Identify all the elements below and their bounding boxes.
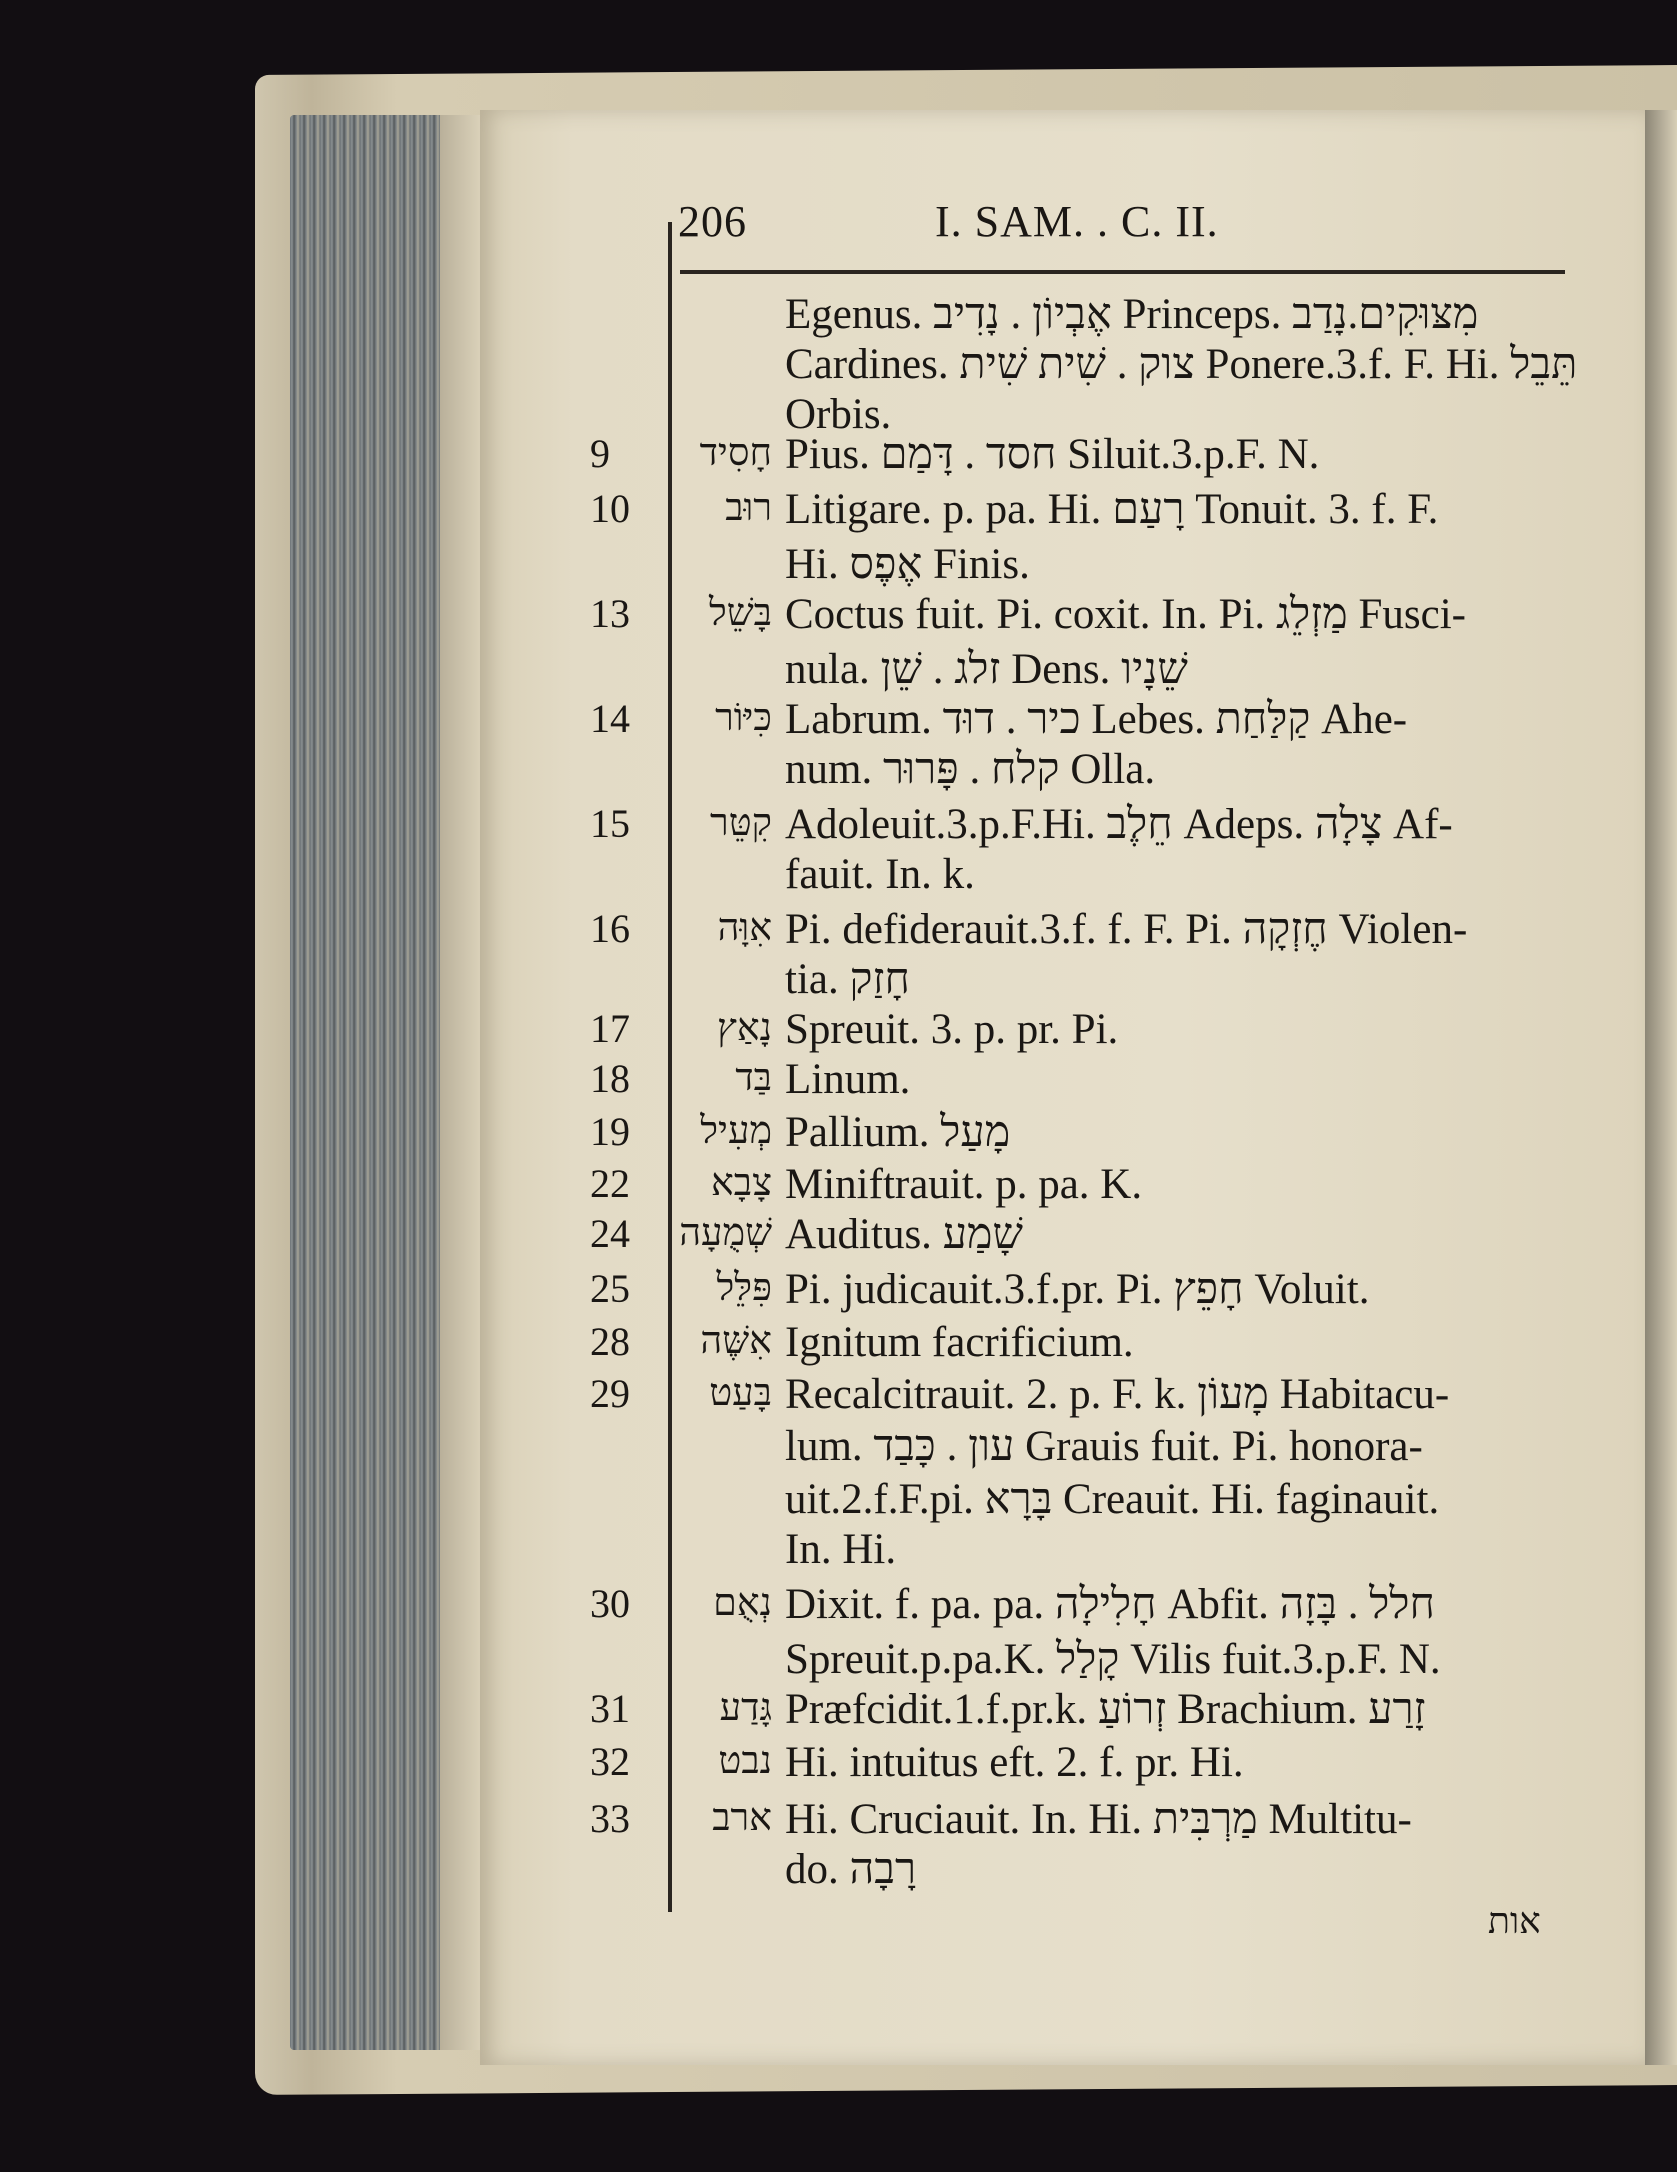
gloss-text: Pallium. מָעַל [785, 1109, 1011, 1156]
gloss-text: Pi. defiderauit.3.f. f. F. Pi. חֶזְקָה Violen- [785, 906, 1468, 953]
hebrew-root: גָּדַע [719, 1685, 772, 1729]
hebrew-root: קִטֵּר [710, 800, 772, 844]
hebrew-root: בָּשֵׁל [709, 590, 772, 634]
gloss-text: Spreuit.p.pa.K. קָלַל Vilis fuit.3.p.F. N. [785, 1636, 1441, 1683]
glossary-row [0, 1318, 1677, 1378]
gloss-text: Ignitum facrificium. [785, 1319, 1134, 1366]
hebrew-root: שְׁמֻעָה [679, 1210, 772, 1254]
gloss-text: Auditus. שָׁמַע [785, 1211, 1023, 1258]
verse-number: 32 [590, 1739, 630, 1784]
verse-number: 30 [590, 1581, 630, 1626]
verse-number: 33 [590, 1796, 630, 1841]
hebrew-root: ארב [712, 1795, 772, 1839]
verse-number: 10 [590, 486, 630, 531]
glossary-row [0, 1370, 1677, 1430]
hebrew-root: מְעִיל [700, 1108, 772, 1152]
header-rule [680, 270, 1565, 274]
hebrew-root: רוּב [725, 485, 772, 529]
verse-number: 14 [590, 696, 630, 741]
gloss-text: fauit. In. k. [785, 851, 975, 898]
hebrew-root: נָאַץ [717, 1005, 772, 1049]
glossary-row [0, 485, 1677, 545]
verse-number: 13 [590, 591, 630, 636]
glossary-row [0, 1210, 1677, 1270]
glossary-row [0, 850, 1677, 910]
hebrew-root: צָבָא [710, 1160, 772, 1204]
hebrew-root: נְאֻם [713, 1580, 772, 1624]
glossary-row [0, 1265, 1677, 1325]
gloss-text: Litigare. p. pa. Hi. רָעַם Tonuit. 3. f. F. [785, 486, 1439, 533]
gloss-text: lum. עון . כָּבַד Grauis fuit. Pi. honora- [785, 1423, 1423, 1470]
gloss-text: Coctus fuit. Pi. coxit. In. Pi. מַזְלֵג Fusci- [785, 591, 1466, 638]
gloss-text: nula. זלג . שֵׁן Dens. שֵׁנָיו [785, 646, 1188, 693]
glossary-row [0, 1422, 1677, 1482]
gloss-text: Pius. חסד . דָּמַם Siluit.3.p.F. N. [785, 431, 1320, 478]
glossary-row [0, 1055, 1677, 1115]
verse-number: 18 [590, 1056, 630, 1101]
gloss-text: In. Hi. [785, 1526, 897, 1573]
verse-number: 19 [590, 1109, 630, 1154]
glossary-row [0, 1108, 1677, 1168]
hebrew-root: אִשֶּׁה [700, 1318, 772, 1362]
hebrew-root: כִּיּוֹר [715, 695, 772, 739]
hebrew-root: נבט [718, 1738, 772, 1782]
gloss-text: do. רָבָה [785, 1846, 917, 1893]
glossary-row [0, 745, 1677, 805]
hebrew-root: חָסִיד [699, 430, 772, 474]
verse-number: 31 [590, 1686, 630, 1731]
hebrew-root: אִוָּה [717, 905, 772, 949]
gloss-text: Miniftrauit. p. pa. K. [785, 1161, 1143, 1208]
glossary-row [0, 1845, 1677, 1905]
verse-number: 15 [590, 801, 630, 846]
gloss-text: Cardines. צוק . שִׁית שִׁית Ponere.3.f. F. Hi. תֵּבֵל [785, 341, 1578, 388]
gloss-text: tia. חָזַק [785, 956, 910, 1003]
running-head: I. SAM. . C. II. [935, 197, 1219, 246]
verse-number: 24 [590, 1211, 630, 1256]
verse-number: 29 [590, 1371, 630, 1416]
gloss-text: Adoleuit.3.p.F.Hi. חֵלֶב Adeps. צָלָה Af- [785, 801, 1453, 848]
hebrew-root: בַּד [735, 1055, 772, 1099]
glossary-row [0, 430, 1677, 490]
glossary-row [0, 1580, 1677, 1640]
verse-number: 28 [590, 1319, 630, 1364]
gloss-text: Hi. intuitus eft. 2. f. pr. Hi. [785, 1739, 1244, 1786]
gloss-text: Spreuit. 3. p. pr. Pi. [785, 1006, 1119, 1053]
verse-number: 9 [590, 431, 610, 476]
gloss-text: Orbis. [785, 391, 892, 438]
gloss-text: Hi. Cruciauit. In. Hi. מַרְבִּית Multitu- [785, 1796, 1412, 1843]
gloss-text: Pi. judicauit.3.f.pr. Pi. חָפֵץ Voluit. [785, 1266, 1370, 1313]
gloss-text: Dixit. f. pa. pa. חָלִילָה Abfit. חלל . בָּזָה [785, 1581, 1435, 1628]
verse-number: 16 [590, 906, 630, 951]
gloss-text: Præfcidit.1.f.pr.k. זְרוֹעַ Brachium. זָרַע [785, 1686, 1426, 1733]
glossary-row [0, 1685, 1677, 1745]
gloss-text: num. קלח . פָּרוּר Olla. [785, 746, 1156, 793]
catchword: אות [1488, 1901, 1541, 1942]
glossary-row [0, 1738, 1677, 1798]
gloss-text: Egenus. אֶבְיוֹן . נָדִיב Princeps. מִצּוּקִים.נָדַב [785, 291, 1479, 338]
hebrew-root: פִּלֵּל [716, 1265, 772, 1309]
verse-number: 25 [590, 1266, 630, 1311]
gloss-text: Recalcitrauit. 2. p. F. k. מָעוֹן Habitacu- [785, 1371, 1450, 1418]
hebrew-root: בָּעַט [709, 1370, 772, 1414]
verse-number: 22 [590, 1161, 630, 1206]
gloss-text: Hi. אֶפֶס Finis. [785, 541, 1030, 588]
page-number: 206 [678, 197, 747, 246]
gloss-text: uit.2.f.F.pi. בָּרָא Creauit. Hi. faginauit. [785, 1476, 1440, 1523]
verse-number: 17 [590, 1006, 630, 1051]
glossary-row [0, 590, 1677, 650]
glossary-row [0, 1525, 1677, 1585]
gloss-text: Linum. [785, 1056, 911, 1103]
gloss-text: Labrum. כיר . דוּד Lebes. קַלַּחַת Ahe- [785, 696, 1408, 743]
